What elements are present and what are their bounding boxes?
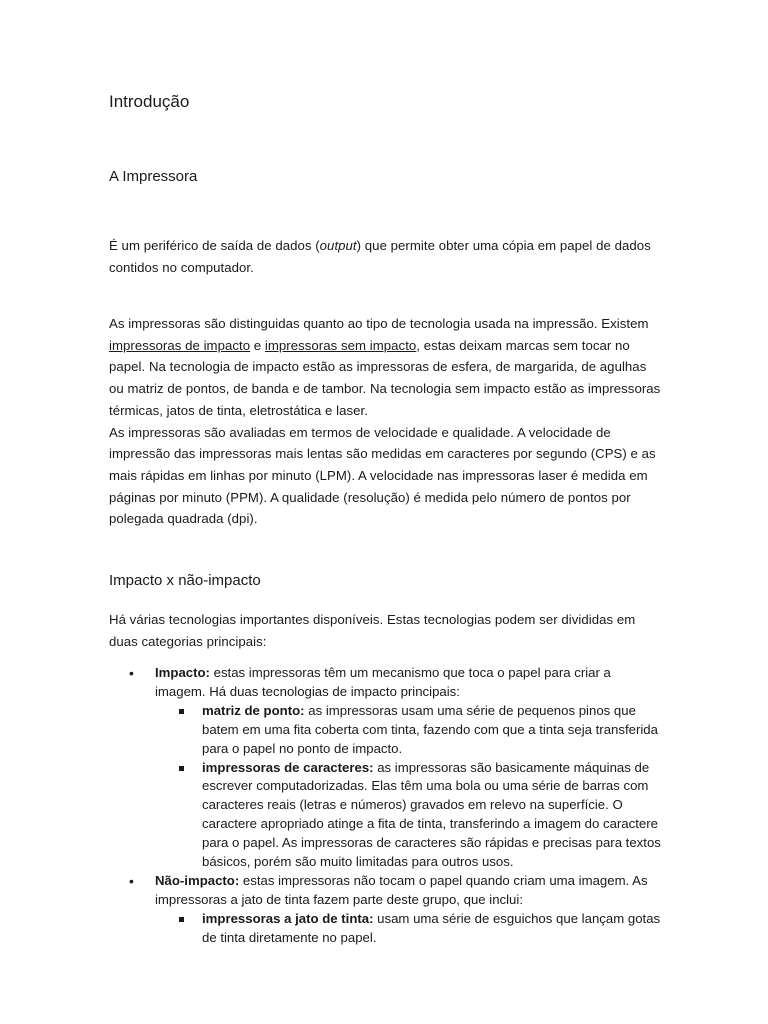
definition-text-end: ) que permite obter uma cópia em papel de dados contidos no computador. [109,238,651,275]
sub-list [155,702,661,872]
paragraph-definition [109,235,661,278]
tech-text-b: e [250,337,265,353]
tech-text-a: As impressoras são distinguidas quanto ao tipo de tecnologia usada na impressão. Existem [109,316,649,331]
sub-list-item [155,910,661,948]
sub-item-text: as impressoras são basicamente máquinas de escrever computadorizadas. Elas têm uma bola ou uma série de barras com caracteres reais (letras e números) gravados em relevo na superfície. O caractere apropriado atinge a fita de tinta, transferindo a imagem do caractere para o papel. As impressoras de caracteres são rápidas e precisas para textos básicos, porém são muito limitadas para outros usos. [202,759,661,870]
section-heading-impressora: A Impressora [109,168,198,185]
page-title: Introdução [109,92,190,111]
definition-italic-term: output [319,238,357,253]
sub-list [155,910,661,948]
section-heading-impacto: Impacto x não-impacto [109,572,261,589]
paragraph-technologies [109,313,661,530]
bullet-list [109,664,661,948]
sub-item-text: usam uma série de esguichos que lançam gotas de tinta diretamente no papel. [202,910,661,945]
tech-text-d: As impressoras são avaliadas em termos de velocidade e qualidade. A velocidade de impressão das impressoras mais lentas são medidas em caracteres por segundo (CPS) e as mais rápidas em linhas por minuto (LPM). A velocidade nas impressoras laser é medida em páginas por minuto (PPM). A qualidade (resolução) é medida pelo número de pontos por polegada quadrada (dpi). [109,424,656,527]
link-non-impact-printers[interactable]: impressoras sem impacto [264,337,417,353]
list-item-text: estas impressoras têm um mecanismo que toca o papel para criar a imagem. Há duas tecnologias de impacto principais: [155,665,611,699]
list-item [109,872,661,948]
definition-text-start: É um periférico de saída de dados ( [109,238,320,253]
list-item-text: estas impressoras não tocam o papel quando criam uma imagem. As impressoras a jato de tinta fazem parte deste grupo, que inclui: [155,872,648,907]
list-item [109,664,661,872]
sub-item-term: impressoras de caracteres: [202,759,374,775]
link-impact-printers[interactable]: impressoras de impacto [109,337,251,353]
sub-item-text: as impressoras usam uma série de pequenos pinos que batem em uma fita coberta com tinta, fazendo com que a tinta seja transferida para o papel no ponto de impacto. [202,702,658,756]
paragraph-intro: Há várias tecnologias importantes disponíveis. Estas tecnologias podem ser divididas em duas categorias principais: [109,612,636,649]
list-item-term: Não-impacto: [155,872,240,888]
list-item-term: Impacto: [155,665,210,680]
sub-list-item [155,759,661,872]
sub-item-term: impressoras a jato de tinta: [202,910,374,926]
tech-text-c: , estas deixam marcas sem tocar no papel. Na tecnologia de impacto estão as impressoras de esfera, de margarida, de agulhas ou matriz de pontos, de banda e de tambor. Na tecnologia sem impacto estão as impressoras térmicas, jatos de tinta, eletrostática e laser. [109,337,661,418]
sub-list-item [155,702,661,759]
sub-item-term: matriz de ponto: [202,702,305,718]
